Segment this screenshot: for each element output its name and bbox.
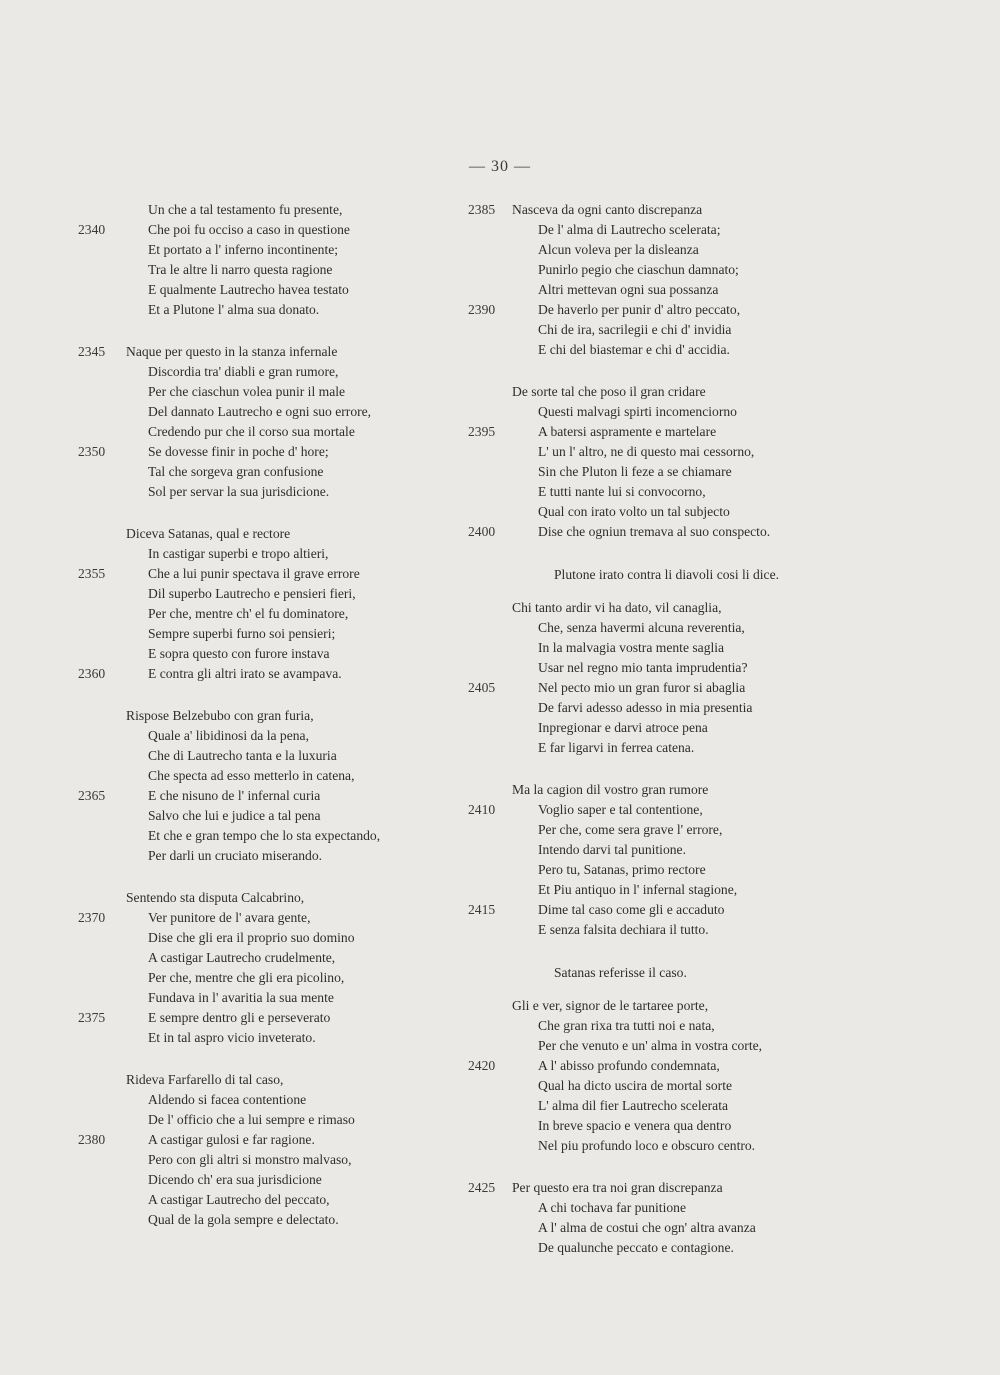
verse-line: [78, 260, 518, 280]
verse-line: [78, 1008, 518, 1028]
line-number: 2340: [78, 222, 106, 237]
verse-line: [468, 382, 868, 402]
verse-line: [78, 948, 518, 968]
left-column: [78, 200, 518, 1252]
verse-text: Fundava in l' avaritia la sua mente: [148, 990, 334, 1005]
verse-text: Sentendo sta disputa Calcabrino,: [126, 890, 305, 905]
verse-line: [78, 240, 518, 260]
verse-text: Tal che sorgeva gran confusione: [148, 464, 324, 479]
line-number: 2375: [78, 1010, 106, 1025]
verse-line: [468, 1198, 868, 1218]
stanza: [468, 200, 868, 360]
verse-line: [78, 462, 518, 482]
verse-line: [468, 800, 868, 820]
verse-line: [78, 988, 518, 1008]
verse-line: [78, 846, 518, 866]
verse-text: In castigar superbi e tropo altieri,: [148, 546, 329, 561]
verse-line: [468, 320, 868, 340]
line-number: 2405: [468, 680, 496, 695]
verse-line: [78, 706, 518, 726]
verse-text: E chi del biastemar e chi d' accidia.: [538, 342, 730, 357]
verse-text: A l' abisso profundo condemnata,: [538, 1058, 720, 1073]
verse-text: Naque per questo in la stanza infernale: [126, 344, 338, 359]
verse-line: [78, 1130, 518, 1150]
verse-line: [78, 604, 518, 624]
verse-text: E sempre dentro gli e perseverato: [148, 1010, 331, 1025]
verse-line: [78, 888, 518, 908]
verse-line: [468, 462, 868, 482]
verse-line: [468, 738, 868, 758]
verse-text: Un che a tal testamento fu presente,: [148, 202, 343, 217]
page-number: — 30 —: [469, 158, 531, 175]
verse-text: Quale a' libidinosi da la pena,: [148, 728, 309, 743]
verse-text: Che a lui punir spectava il grave errore: [148, 566, 360, 581]
verse-text: Che, senza havermi alcuna reverentia,: [538, 620, 745, 635]
verse-line: [78, 726, 518, 746]
verse-text: Et portato a l' inferno incontinente;: [148, 242, 339, 257]
verse-line: [468, 678, 868, 698]
line-number: 2370: [78, 910, 106, 925]
verse-text: Chi de ira, sacrilegii e chi d' invidia: [538, 322, 732, 337]
line-number: 2410: [468, 802, 496, 817]
verse-line: [468, 638, 868, 658]
verse-line: [78, 342, 518, 362]
verse-text: Per che, mentre ch' el fu dominatore,: [148, 606, 349, 621]
verse-line: [78, 664, 518, 684]
verse-line: [468, 598, 868, 618]
verse-text: De l' alma di Lautrecho scelerata;: [538, 222, 721, 237]
verse-text: L' un l' altro, ne di questo mai cessorno,: [538, 444, 755, 459]
verse-line: [468, 1116, 868, 1136]
verse-line: [468, 618, 868, 638]
verse-line: [78, 928, 518, 948]
verse-line: [78, 544, 518, 564]
verse-line: [78, 524, 518, 544]
verse-line: [468, 482, 868, 502]
verse-text: E sopra questo con furore instava: [148, 646, 330, 661]
verse-text: Qual con irato volto un tal subjecto: [538, 504, 730, 519]
verse-text: A castigar Lautrecho del peccato,: [148, 1192, 330, 1207]
verse-text: A batersi aspramente e martelare: [538, 424, 717, 439]
line-number: 2385: [468, 202, 496, 217]
verse-line: [78, 1150, 518, 1170]
verse-line: [468, 240, 868, 260]
verse-text: E qualmente Lautrecho havea testato: [148, 282, 349, 297]
verse-text: Qual de la gola sempre e delectato.: [148, 1212, 339, 1227]
verse-text: Et a Plutone l' alma sua donato.: [148, 302, 320, 317]
line-number: 2350: [78, 444, 106, 459]
verse-line: [468, 340, 868, 360]
verse-text: Rispose Belzebubo con gran furia,: [126, 708, 314, 723]
verse-text: E tutti nante lui si convocorno,: [538, 484, 706, 499]
verse-line: [78, 1070, 518, 1090]
section-heading: Plutone irato contra li diavoli cosi li dice.: [554, 567, 780, 582]
verse-text: Pero con gli altri si monstro malvaso,: [148, 1152, 352, 1167]
verse-line: [468, 1096, 868, 1116]
verse-text: Che specta ad esso metterlo in catena,: [148, 768, 355, 783]
verse-line: [78, 1190, 518, 1210]
verse-line: [468, 280, 868, 300]
verse-line: [468, 1136, 868, 1156]
verse-text: Inpregionar e darvi atroce pena: [538, 720, 708, 735]
verse-text: Per che venuto e un' alma in vostra corte,: [538, 1038, 763, 1053]
verse-text: Dil superbo Lautrecho e pensieri fieri,: [148, 586, 356, 601]
verse-line: [78, 806, 518, 826]
verse-text: Punirlo pegio che ciaschun damnato;: [538, 262, 739, 277]
section-heading: Satanas referisse il caso.: [554, 965, 687, 980]
verse-line: [78, 1170, 518, 1190]
verse-line: [468, 840, 868, 860]
verse-text: De l' officio che a lui sempre e rimaso: [148, 1112, 355, 1127]
stanza: [468, 382, 868, 542]
verse-text: Ma la cagion dil vostro gran rumore: [512, 782, 709, 797]
verse-text: Sol per servar la sua jurisdicione.: [148, 484, 330, 499]
verse-line: [78, 200, 518, 220]
stanza: [468, 1178, 868, 1258]
stanza: [78, 342, 518, 502]
stanza: [78, 524, 518, 684]
verse-line: [468, 422, 868, 442]
verse-line: [78, 564, 518, 584]
verse-text: Dicendo ch' era sua jurisdicione: [148, 1172, 322, 1187]
verse-line: [78, 624, 518, 644]
stanza: [78, 1070, 518, 1230]
verse-text: De qualunche peccato e contagione.: [538, 1240, 734, 1255]
verse-line: [468, 900, 868, 920]
verse-text: Et Piu antiquo in l' infernal stagione,: [538, 882, 738, 897]
verse-text: Che poi fu occiso a caso in questione: [148, 222, 350, 237]
stanza: [78, 706, 518, 866]
verse-line: [468, 402, 868, 422]
verse-text: Altri mettevan ogni sua possanza: [538, 282, 719, 297]
verse-text: Qual ha dicto uscira de mortal sorte: [538, 1078, 733, 1093]
line-number: 2420: [468, 1058, 496, 1073]
verse-line: [468, 920, 868, 940]
verse-line: [468, 996, 868, 1016]
verse-line: [78, 382, 518, 402]
line-number: 2390: [468, 302, 496, 317]
line-number: 2400: [468, 524, 496, 539]
verse-text: De sorte tal che poso il gran cridare: [512, 384, 706, 399]
verse-text: Per darli un cruciato miserando.: [148, 848, 323, 863]
verse-text: Voglio saper e tal contentione,: [538, 802, 703, 817]
verse-text: E contra gli altri irato se avampava.: [148, 666, 342, 681]
verse-text: Tra le altre li narro questa ragione: [148, 262, 333, 277]
verse-text: Dime tal caso come gli e accaduto: [538, 902, 725, 917]
stanza: [78, 888, 518, 1048]
verse-line: [78, 1090, 518, 1110]
verse-line: [78, 786, 518, 806]
line-number: 2425: [468, 1180, 496, 1195]
verse-line: [468, 300, 868, 320]
verse-line: [78, 442, 518, 462]
verse-text: Ver punitore de l' avara gente,: [148, 910, 311, 925]
line-number: 2395: [468, 424, 496, 439]
verse-text: Discordia tra' diabli e gran rumore,: [148, 364, 339, 379]
verse-line: [468, 860, 868, 880]
verse-line: [468, 698, 868, 718]
verse-line: [468, 220, 868, 240]
verse-text: Diceva Satanas, qual e rectore: [126, 526, 291, 541]
verse-text: Sin che Pluton li feze a se chiamare: [538, 464, 732, 479]
verse-line: [78, 482, 518, 502]
verse-text: A l' alma de costui che ogn' altra avanza: [538, 1220, 756, 1235]
verse-text: A castigar Lautrecho crudelmente,: [148, 950, 336, 965]
verse-line: [78, 766, 518, 786]
stanza: [78, 200, 518, 320]
verse-line: [468, 442, 868, 462]
verse-text: Pero tu, Satanas, primo rectore: [538, 862, 706, 877]
verse-text: Dise che gli era il proprio suo domino: [148, 930, 355, 945]
verse-line: [468, 1238, 868, 1258]
verse-line: [468, 502, 868, 522]
right-column: [468, 200, 868, 1280]
verse-text: Nel pecto mio un gran furor si abaglia: [538, 680, 746, 695]
verse-line: [78, 220, 518, 240]
verse-text: Et in tal aspro vicio inveterato.: [148, 1030, 316, 1045]
verse-text: Nel piu profundo loco e obscuro centro.: [538, 1138, 756, 1153]
verse-line: [78, 300, 518, 320]
verse-line: [468, 658, 868, 678]
line-number: 2345: [78, 344, 106, 359]
verse-text: Alcun voleva per la disleanza: [538, 242, 699, 257]
verse-line: [468, 1178, 868, 1198]
verse-text: E senza falsita dechiara il tutto.: [538, 922, 709, 937]
stanza: [468, 598, 868, 758]
verse-line: [78, 1028, 518, 1048]
verse-text: E che nisuno de l' infernal curia: [148, 788, 321, 803]
verse-text: A chi tochava far punitione: [538, 1200, 686, 1215]
verse-line: [78, 362, 518, 382]
line-number: 2415: [468, 902, 496, 917]
line-number: 2380: [78, 1132, 106, 1147]
verse-text: Del dannato Lautrecho e ogni suo errore,: [148, 404, 372, 419]
verse-text: Per questo era tra noi gran discrepanza: [512, 1180, 723, 1195]
verse-text: Salvo che lui e judice a tal pena: [148, 808, 321, 823]
verse-line: [78, 968, 518, 988]
verse-text: In breve spacio e venera qua dentro: [538, 1118, 732, 1133]
line-number: 2360: [78, 666, 106, 681]
verse-text: Credendo pur che il corso sua mortale: [148, 424, 355, 439]
verse-line: [468, 880, 868, 900]
verse-line: [78, 1210, 518, 1230]
verse-line: [78, 422, 518, 442]
verse-line: [468, 1056, 868, 1076]
verse-text: Che gran rixa tra tutti noi e nata,: [538, 1018, 715, 1033]
verse-line: [468, 820, 868, 840]
verse-text: In la malvagia vostra mente saglia: [538, 640, 725, 655]
line-number: 2365: [78, 788, 106, 803]
verse-text: Gli e ver, signor de le tartaree porte,: [512, 998, 709, 1013]
verse-text: Per che ciaschun volea punir il male: [148, 384, 346, 399]
verse-line: [468, 780, 868, 800]
verse-text: E far ligarvi in ferrea catena.: [538, 740, 695, 755]
verse-text: Dise che ogniun tremava al suo conspecto.: [538, 524, 771, 539]
verse-text: Aldendo si facea contentione: [148, 1092, 307, 1107]
verse-text: Nasceva da ogni canto discrepanza: [512, 202, 703, 217]
verse-text: Usar nel regno mio tanta imprudentia?: [538, 660, 748, 675]
verse-line: [78, 746, 518, 766]
verse-text: Per che, mentre che gli era picolino,: [148, 970, 345, 985]
verse-text: Et che e gran tempo che lo sta expectando,: [148, 828, 381, 843]
verse-text: A castigar gulosi e far ragione.: [148, 1132, 315, 1147]
verse-text: L' alma dil fier Lautrecho scelerata: [538, 1098, 729, 1113]
stanza: [468, 780, 868, 940]
verse-line: [468, 1076, 868, 1096]
verse-line: [468, 718, 868, 738]
verse-text: De farvi adesso adesso in mia presentia: [538, 700, 753, 715]
verse-line: [468, 1036, 868, 1056]
verse-line: [468, 1218, 868, 1238]
verse-line: [468, 522, 868, 542]
verse-text: Sempre superbi furno soi pensieri;: [148, 626, 336, 641]
verse-text: Intendo darvi tal punitione.: [538, 842, 686, 857]
verse-line: [468, 1016, 868, 1036]
line-number: 2355: [78, 566, 106, 581]
verse-text: Rideva Farfarello di tal caso,: [126, 1072, 284, 1087]
verse-line: [468, 260, 868, 280]
stanza: [468, 996, 868, 1156]
verse-line: [78, 280, 518, 300]
verse-text: Chi tanto ardir vi ha dato, vil canaglia,: [512, 600, 722, 615]
verse-line: [78, 908, 518, 928]
verse-text: Se dovesse finir in poche d' hore;: [148, 444, 329, 459]
verse-line: [78, 1110, 518, 1130]
verse-line: [78, 584, 518, 604]
verse-line: [78, 402, 518, 422]
verse-text: Questi malvagi spirti incomenciorno: [538, 404, 737, 419]
verse-text: Per che, come sera grave l' errore,: [538, 822, 723, 837]
verse-text: De haverlo per punir d' altro peccato,: [538, 302, 741, 317]
verse-text: Che di Lautrecho tanta e la luxuria: [148, 748, 337, 763]
verse-line: [468, 200, 868, 220]
verse-line: [78, 826, 518, 846]
verse-line: [78, 644, 518, 664]
